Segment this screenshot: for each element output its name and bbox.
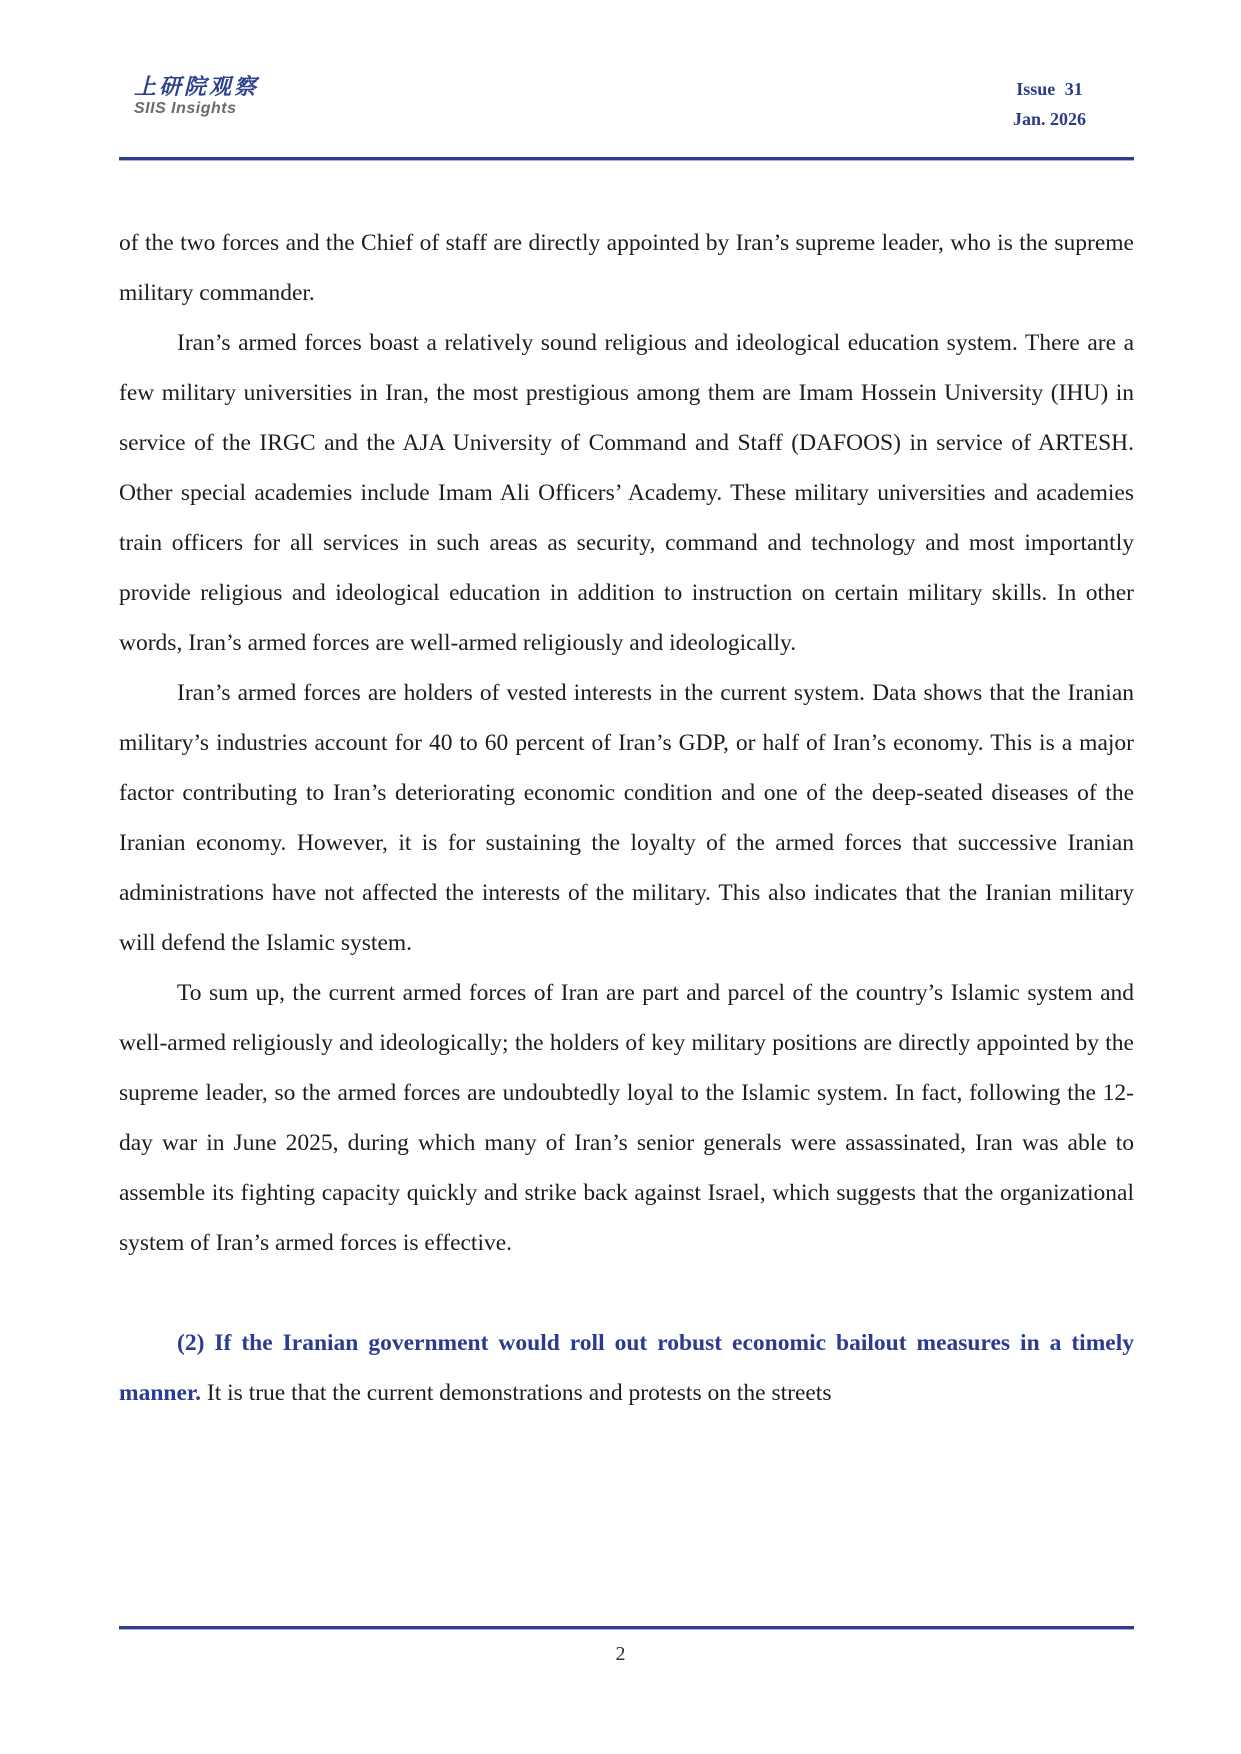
issue-date: Jan. 2026 xyxy=(1012,109,1086,129)
header-divider xyxy=(119,157,1134,160)
issue-info xyxy=(1013,74,1086,134)
siis-logo xyxy=(134,74,259,118)
issue-number: Issue 31 xyxy=(1016,79,1083,99)
logo-english-title: SIIS Insights xyxy=(134,100,237,117)
section-2-heading: (2) If the Iranian government would roll out robust economic bailout measures in a timely manner. xyxy=(119,1330,1134,1406)
paragraph-summary: To sum up, the current armed forces of Iran are part and parcel of the country’s Islamic system and well-armed religiously and ideologically; the holders of key military positions are directly appointed by the supreme leader, so the armed forces are undoubtedly loyal to the Islamic system. In fact, following the 12-day war in June 2025, during which many of Iran’s senior generals were assassinated, Iran was able to assemble its fighting capacity quickly and strike back against Israel, which suggests that the organizational system of Iran’s armed forces is effective. xyxy=(119,980,1134,1256)
logo-chinese-title: 上研院观察 xyxy=(134,74,260,100)
section-2-text: It is true that the current demonstrations and protests on the streets xyxy=(201,1380,832,1406)
article-body xyxy=(119,218,1134,1418)
footer-divider xyxy=(119,1626,1134,1629)
paragraph-education: Iran’s armed forces boast a relatively sound religious and ideological education system. There are a few military universities in Iran, the most prestigious among them are Imam Hossein University (IHU) in service of the IRGC and the AJA University of Command and Staff (DAFOOS) in service of ARTESH. Other special academies include Imam Ali Officers’ Academy. These military universities and academies train officers for all services in such areas as security, command and technology and most importantly provide religious and ideological education in addition to instruction on certain military skills. In other words, Iran’s armed forces are well-armed religiously and ideologically. xyxy=(119,330,1134,656)
paragraph-vested-interests: Iran’s armed forces are holders of vested interests in the current system. Data shows that the Iranian military’s industries account for 40 to 60 percent of Iran’s GDP, or half of Iran’s economy. This is a major factor contributing to Iran’s deteriorating economic condition and one of the deep-seated diseases of the Iranian economy. However, it is for sustaining the loyalty of the armed forces that successive Iranian administrations have not affected the interests of the military. This also indicates that the Iranian military will defend the Islamic system. xyxy=(119,680,1134,956)
page-number: 2 xyxy=(615,1643,626,1665)
paragraph-continuation: of the two forces and the Chief of staff are directly appointed by Iran’s supreme leader, who is the supreme military commander. xyxy=(119,230,1134,306)
section-2-paragraph xyxy=(119,1318,1134,1418)
